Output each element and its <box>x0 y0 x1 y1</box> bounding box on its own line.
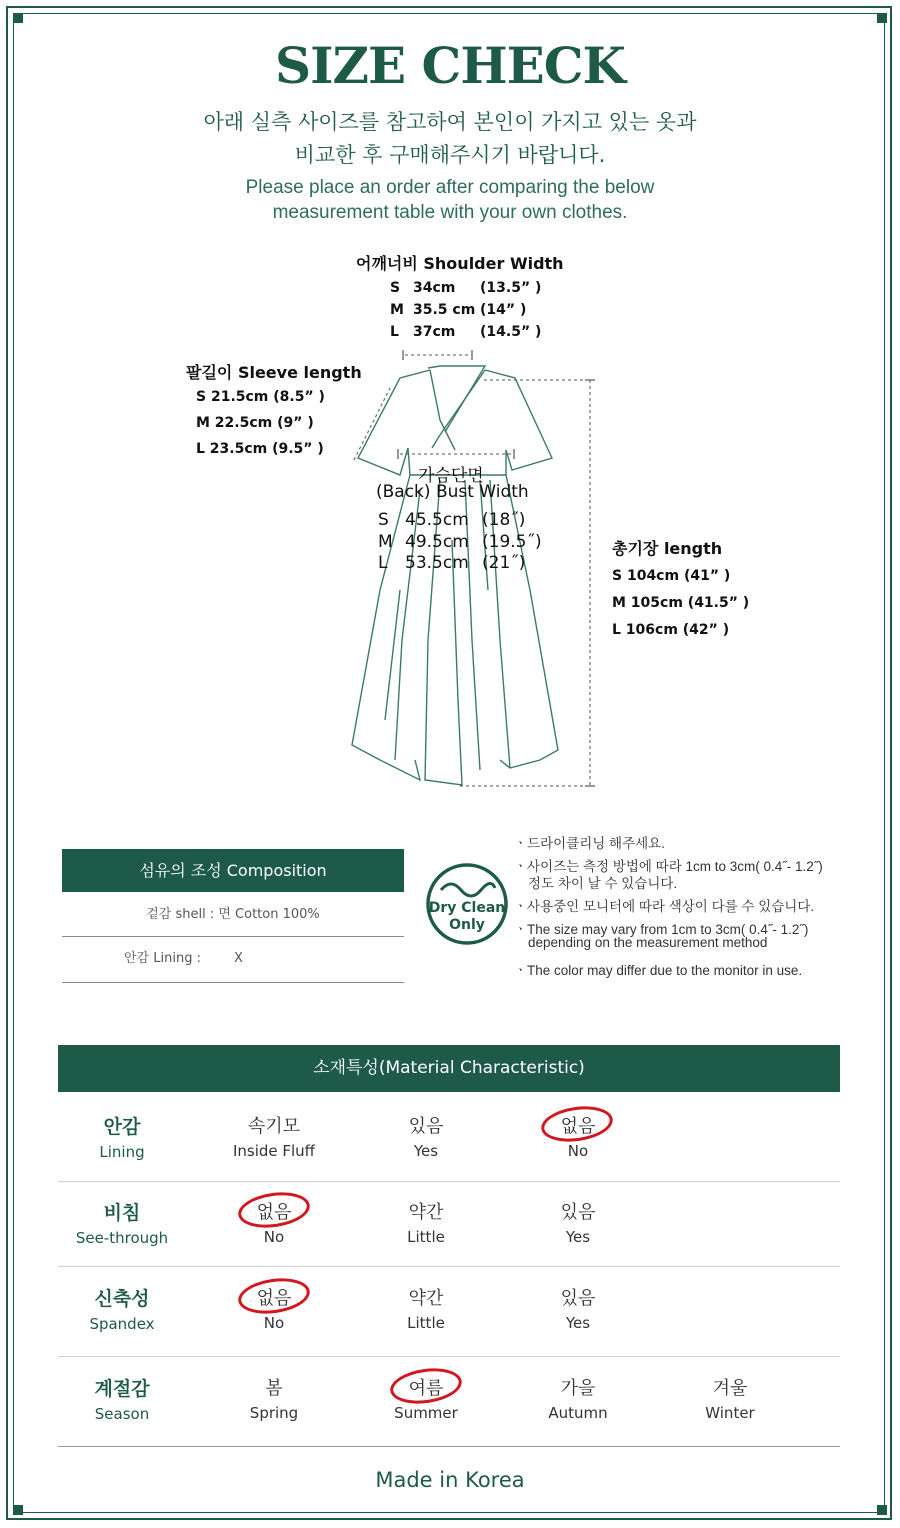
intro-en-line-1: Please place an order after comparing the below <box>245 177 655 198</box>
size-inch: (14.5” ) <box>480 324 542 340</box>
material-row-name: 신축성 Spandex <box>89 1288 155 1333</box>
size-cm: 37cm <box>413 324 456 340</box>
corner-mark <box>877 1505 887 1515</box>
dry-clean-line-1: Dry Clean <box>428 900 506 916</box>
corner-mark <box>877 13 887 23</box>
corner-mark <box>13 1505 23 1515</box>
dry-clean-line-2: Only <box>449 917 485 933</box>
shoulder-row <box>390 280 542 296</box>
material-header: 소재특성(Material Characteristic) <box>58 1045 840 1092</box>
size-inch: (18˝) <box>482 510 526 530</box>
material-option: 있음 Yes <box>560 1288 596 1332</box>
sleeve-length-label: 팔길이 Sleeve length <box>186 363 362 382</box>
corner-mark <box>13 13 23 23</box>
material-option: 겨울 Winter <box>705 1378 755 1422</box>
size-letter: L <box>390 324 399 340</box>
size-cm: 45.5cm <box>405 510 469 530</box>
size-cm: 34cm <box>413 280 456 296</box>
sleeve-row-m: M 22.5cm (9” ) <box>196 415 314 431</box>
care-note: ㆍ드라이클리닝 해주세요. <box>514 836 665 851</box>
care-note: ㆍ사이즈는 측정 방법에 따라 1cm to 3cm( 0.4˝- 1.2˝) <box>514 859 823 874</box>
sleeve-row-l: L 23.5cm (9.5” ) <box>196 441 324 457</box>
care-note: 정도 차이 날 수 있습니다. <box>528 876 678 891</box>
dry-clean-badge <box>425 862 509 946</box>
care-note: ㆍ사용중인 모니터에 따라 색상이 다를 수 있습니다. <box>514 899 815 914</box>
intro-kr-line-2: 비교한 후 구매해주시기 바랍니다. <box>294 143 606 167</box>
row-divider <box>58 1266 840 1267</box>
size-letter: M <box>390 302 404 318</box>
size-letter: M <box>378 532 393 552</box>
shoulder-row <box>390 302 527 318</box>
size-letter: S <box>378 510 389 530</box>
lining-label: 안감 Lining : <box>124 951 201 966</box>
bust-row <box>378 532 542 552</box>
row-divider <box>58 1446 840 1447</box>
size-cm: 49.5cm <box>405 532 469 552</box>
lining-value: X <box>234 951 243 966</box>
material-option: 봄 Spring <box>249 1378 299 1422</box>
size-cm: 53.5cm <box>405 553 469 573</box>
material-option: 속기모 Inside Fluff <box>232 1116 316 1160</box>
made-in-korea: Made in Korea <box>375 1468 525 1492</box>
row-divider <box>58 1181 840 1182</box>
shoulder-width-label: 어깨너비 Shoulder Width <box>356 254 564 273</box>
composition-shell-row: 겉감 shell : 면 Cotton 100% <box>62 893 404 937</box>
size-inch: (19.5˝) <box>482 532 542 552</box>
material-option-selected: 여름 Summer <box>394 1378 458 1422</box>
intro-en-line-2: measurement table with your own clothes. <box>272 202 628 223</box>
length-row-m: M 105cm (41.5” ) <box>612 595 750 611</box>
size-letter: L <box>378 553 388 573</box>
length-row-s: S 104cm (41” ) <box>612 568 731 584</box>
care-note: ㆍThe color may differ due to the monitor in use. <box>514 963 803 978</box>
size-cm: 35.5 cm <box>413 302 476 318</box>
care-note: depending on the measurement method <box>528 935 768 950</box>
bust-label-en: (Back) Bust Width <box>376 482 529 502</box>
material-option: 있음 Yes <box>408 1116 444 1160</box>
sleeve-row-s: S 21.5cm (8.5” ) <box>196 389 325 405</box>
material-option-selected: 없음 No <box>560 1116 596 1160</box>
size-inch: (21˝) <box>482 553 526 573</box>
length-row-l: L 106cm (42” ) <box>612 622 730 638</box>
intro-kr-line-1: 아래 실측 사이즈를 참고하여 본인이 가지고 있는 옷과 <box>203 110 697 134</box>
total-length-label: 총기장 length <box>612 539 723 558</box>
material-option-selected: 없음 No <box>256 1202 292 1246</box>
size-inch: (14” ) <box>480 302 527 318</box>
bust-label-kr: 가슴단면 <box>418 466 484 486</box>
material-option: 있음 Yes <box>560 1202 596 1246</box>
size-inch: (13.5” ) <box>480 280 542 296</box>
material-row-name: 계절감 Season <box>94 1378 150 1423</box>
care-note: ㆍThe size may vary from 1cm to 3cm( 0.4˝- 1.2˝) <box>514 922 809 937</box>
bust-row <box>378 510 526 530</box>
bust-row <box>378 553 526 573</box>
material-option: 약간 Little <box>407 1202 445 1246</box>
material-row-name: 비침 See-through <box>75 1202 169 1247</box>
material-option: 약간 Little <box>407 1288 445 1332</box>
page-title: SIZE CHECK <box>275 36 625 95</box>
shoulder-row <box>390 324 542 340</box>
composition-lining-row <box>62 937 404 983</box>
material-option: 가을 Autumn <box>548 1378 608 1422</box>
material-row-name: 안감 Lining <box>99 1116 145 1161</box>
material-option-selected: 없음 No <box>256 1288 292 1332</box>
composition-header: 섬유의 조성 Composition <box>62 849 404 892</box>
size-letter: S <box>390 280 401 296</box>
row-divider <box>58 1356 840 1357</box>
